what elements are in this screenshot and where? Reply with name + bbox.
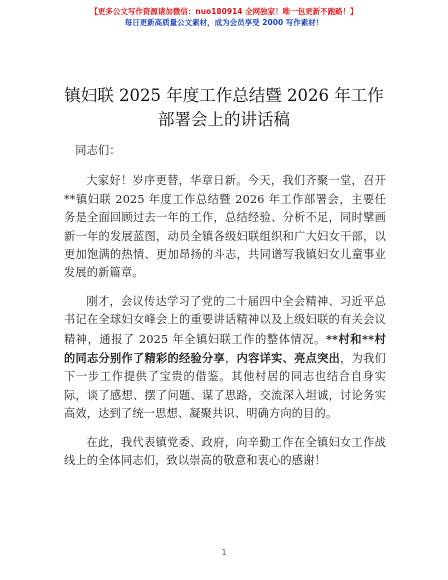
bold-emphasis: 内容详实、亮点突出 [236, 351, 341, 366]
page-number: 1 [221, 548, 227, 557]
paragraph-text: ， [225, 352, 237, 366]
paragraph-text: ，为我们下一步工作提供了宝贵的借鉴。其他村居的同志也结合自身实际，谈了感想、摆了问题、谋了思路，交流深入坦诚，讨论务实高效，达到了统一思想、凝聚共识、明确方向的目的。 [64, 352, 386, 421]
header-banner [0, 6, 448, 28]
paragraph-opening: 大家好！岁序更替，华章日新。今天，我们齐聚一堂，召开**镇妇联 2025 年度工作总结暨 2026 年工作部署会，主要任务是全面回顾过去一年的工作，总结经验、分析不足，同时擘画新一年的发展蓝图，动员全镇各级妇联组织和广大妇女干部，以更加饱满的热情、更加昂扬的斗志，共同谱写我镇妇女儿童事业发展的新篇章。 [64, 174, 386, 280]
paragraph-text: 刚才，会议传达学习了党的二十届四中全会精神、习近平总书记在全球妇女峰会上的重要讲话精神以及上级妇联的有关会议精神，通报了 2025 年全镇妇联工作的整体情况。 [64, 294, 386, 346]
banner-line-wechat: 【更多公文写作资源请加微信：nuo180914 全网独家！唯一包更新不跑路！】 [90, 7, 358, 16]
bold-emphasis: **村和**村的同志分别作了精彩的经验分享 [64, 331, 386, 366]
paragraph-gratitude: 在此，我代表镇党委、政府，向辛勤工作在全镇妇女工作战线上的全体同志们，致以崇高的敬意和衷心的感谢！ [64, 435, 386, 468]
paragraph-meeting-review [64, 293, 386, 424]
salutation: 同志们： [75, 144, 121, 157]
document-title: 镇妇联 2025 年度工作总结暨 2026 年工作部署会上的讲话稿 [64, 86, 384, 129]
document-body [64, 142, 386, 481]
banner-line-membership: 每日更新高质量公文素材，成为会员享受 2000 写作素材！ [124, 18, 324, 27]
